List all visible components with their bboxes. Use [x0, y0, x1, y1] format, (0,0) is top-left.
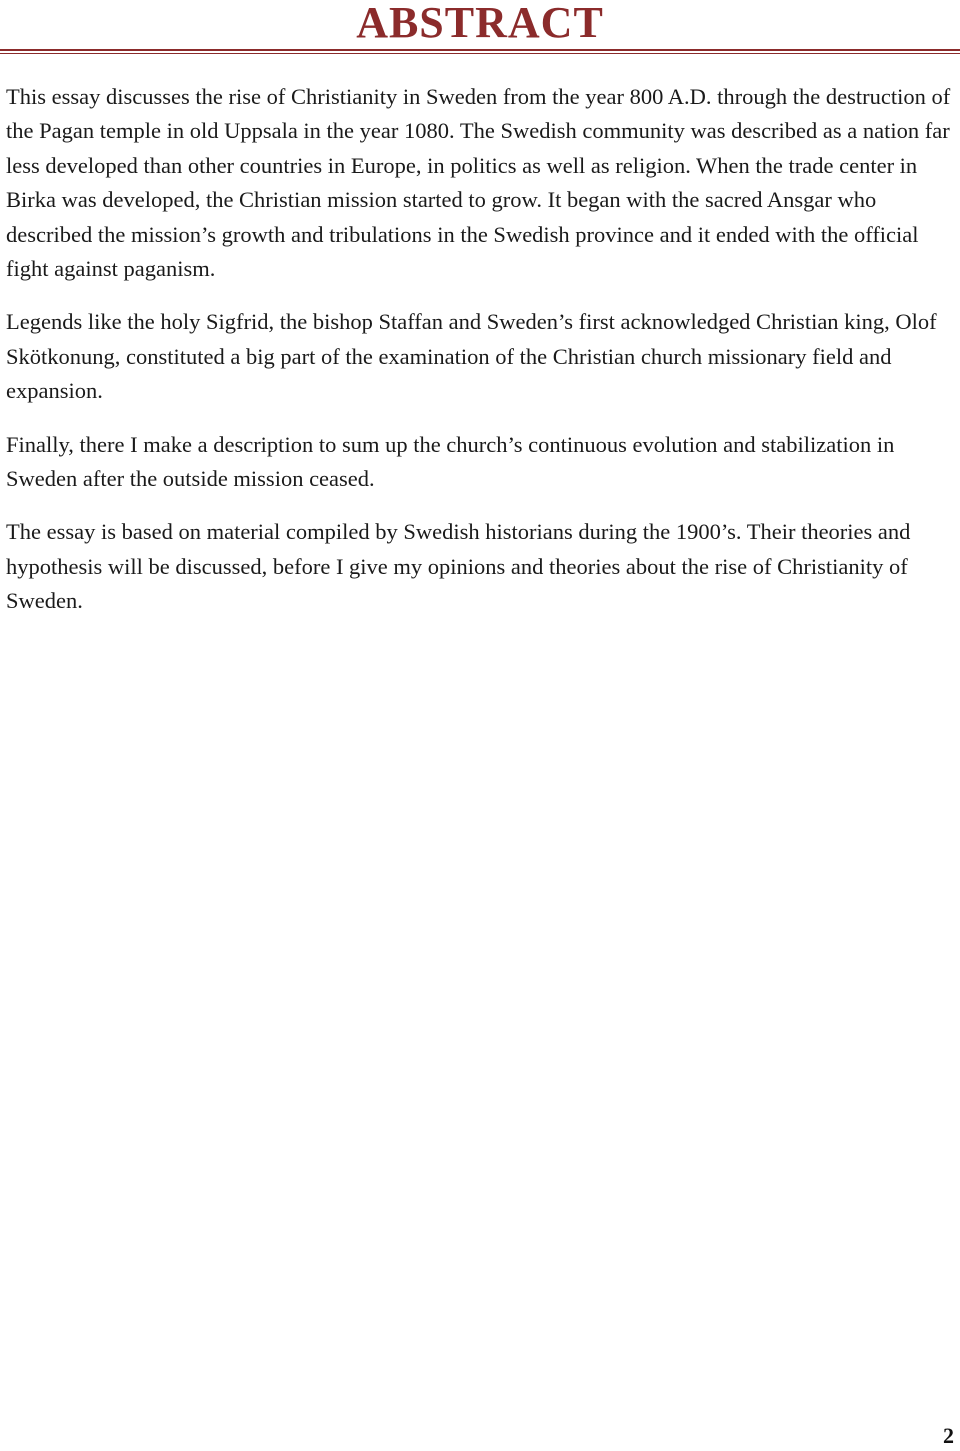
page-number: 2 — [943, 1423, 954, 1448]
paragraph-1: This essay discusses the rise of Christianity in Sweden from the year 800 A.D. through the destruction of the Pagan temple in old Uppsala in the year 1080. The Swedish community was described as a nation far less developed than other countries in Europe, in politics as well as religion. When the trade center in Birka was developed, the Christian mission started to grow. It began with the sacred Ansgar who described the mission’s growth and tribulations in the Swedish province and it ended with the official fight against paganism. — [6, 84, 951, 282]
abstract-body — [6, 80, 956, 638]
page-title: ABSTRACT — [356, 0, 604, 47]
title-underline — [0, 49, 960, 54]
paragraph-4: The essay is based on material compiled by Swedish historians during the 1900’s. Their theories and hypothesis will be discussed, before I give my opinions and theories about the rise of Christianity of Sweden. — [6, 519, 911, 614]
paragraph-2: Legends like the holy Sigfrid, the bishop Staffan and Sweden’s first acknowledged Christian king, Olof Skötkonung, constituted a big part of the examination of the Christian church missionary field and expansion. — [6, 309, 937, 404]
paragraph-3: Finally, there I make a description to sum up the church’s continuous evolution and stabilization in Sweden after the outside mission ceased. — [6, 431, 895, 492]
